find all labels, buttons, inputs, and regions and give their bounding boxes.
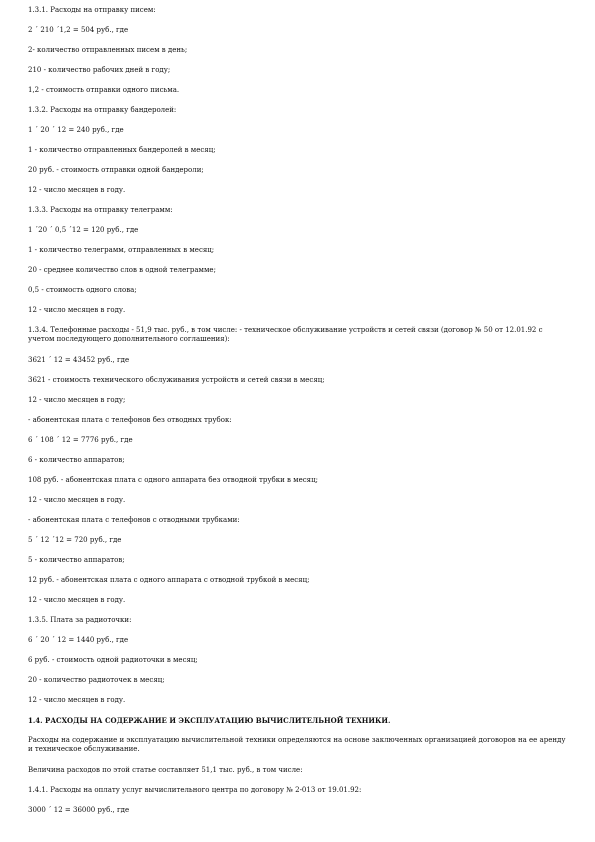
formula-line: 2 ´ 210 ´1,2 = 504 руб., где [28,26,129,34]
formula-line: 1 ´ 20 ´ 12 = 240 руб., где [28,126,124,134]
section-heading: 1.3.2. Расходы на отправку бандеролей: [28,106,177,114]
explanation-line: 6 - количество аппаратов; [28,456,125,464]
explanation-line: 12 - число месяцев в году. [28,696,126,704]
section-heading: 1.3.5. Плата за радиоточки: [28,616,132,624]
explanation-line: 2- количество отправленных писем в день; [28,46,188,54]
explanation-line: 20 руб. - стоимость отправки одной бандероли; [28,166,204,174]
explanation-line: 6 руб. - стоимость одной радиоточки в месяц; [28,656,198,664]
explanation-line: 1,2 - стоимость отправки одного письма. [28,86,180,94]
explanation-line: 12 - число месяцев в году. [28,496,126,504]
chapter-heading: 1.4. РАСХОДЫ НА СОДЕРЖАНИЕ И ЭКСПЛУАТАЦИЮ ВЫЧИСЛИТЕЛЬНОЙ ТЕХНИКИ. [28,716,391,725]
paragraph: Расходы на содержание и эксплуатацию вычислительной техники определяются на основе заключенных организацией договоров на ее аренду и техническое обслуживание. [28,736,566,753]
explanation-line: 108 руб. - абонентская плата с одного аппарата без отводной трубки в месяц; [28,476,318,484]
explanation-line: 1 - количество отправленных бандеролей в месяц; [28,146,216,154]
explanation-line: 20 - количество радиоточек в месяц; [28,676,165,684]
explanation-line: 3621 - стоимость технического обслуживания устройств и сетей связи в месяц; [28,376,325,384]
explanation-line: 20 - среднее количество слов в одной телеграмме; [28,266,216,274]
formula-line: 3621 ´ 12 = 43452 руб., где [28,356,130,364]
formula-line: 6 ´ 20 ´ 12 = 1440 руб., где [28,636,129,644]
section-heading: 1.3.4. Телефонные расходы - 51,9 тыс. руб., в том числе: - техническое обслуживание устройств и сетей связи (договор № 50 от 12.01.92 с учетом последующего дополнительного соглашения): [28,326,543,343]
section-heading: 1.4.1. Расходы на оплату услуг вычислительного центра по договору № 2-013 от 19.01.92: [28,786,362,794]
formula-line: 1 ´20 ´ 0,5 ´12 = 120 руб., где [28,226,139,234]
subitem-line: - абонентская плата с телефонов с отводными трубками: [28,516,240,524]
explanation-line: 12 - число месяцев в году. [28,306,126,314]
explanation-line: 0,5 - стоимость одного слова; [28,286,137,294]
section-heading: 1.3.1. Расходы на отправку писем: [28,6,156,14]
explanation-line: 210 - количество рабочих дней в году; [28,66,171,74]
explanation-line: 12 руб. - абонентская плата с одного аппарата с отводной трубкой в месяц; [28,576,310,584]
section-heading: 1.3.3. Расходы на отправку телеграмм: [28,206,173,214]
explanation-line: 12 - число месяцев в году; [28,396,126,404]
paragraph: Величина расходов по этой статье составляет 51,1 тыс. руб., в том числе: [28,766,303,774]
formula-line: 5 ´ 12 ´12 = 720 руб., где [28,536,122,544]
subitem-line: - абонентская плата с телефонов без отводных трубок: [28,416,232,424]
explanation-line: 5 - количество аппаратов; [28,556,125,564]
formula-line: 6 ´ 108 ´ 12 = 7776 руб., где [28,436,133,444]
formula-line: 3000 ´ 12 = 36000 руб., где [28,806,130,814]
explanation-line: 1 - количество телеграмм, отправленных в месяц; [28,246,215,254]
explanation-line: 12 - число месяцев в году. [28,596,126,604]
explanation-line: 12 - число месяцев в году. [28,186,126,194]
